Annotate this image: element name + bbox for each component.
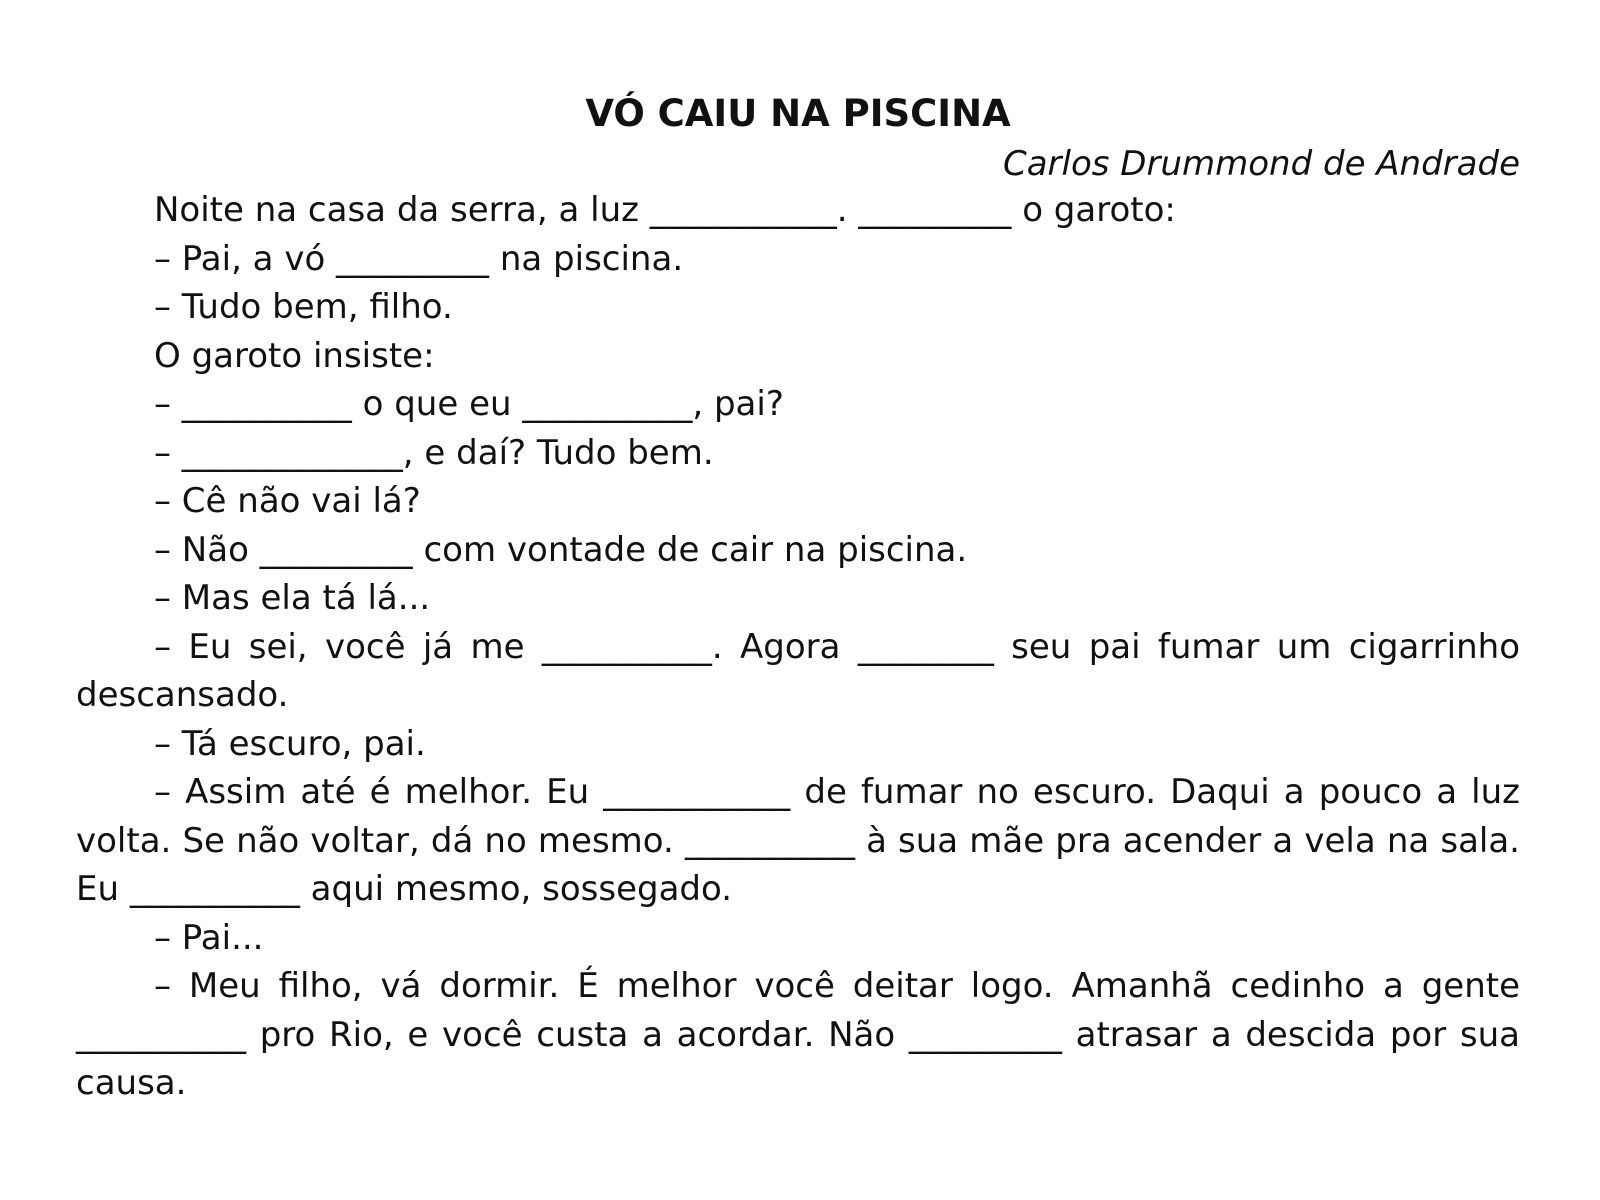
paragraph: – Mas ela tá lá... (154, 578, 431, 618)
paragraph: – Cê não vai lá? (154, 481, 421, 521)
paragraph: O garoto insiste: (154, 335, 435, 376)
paragraph: – _____________, e daí? Tudo bem. (154, 432, 714, 473)
paragraph: – Pai, a vó _________ na piscina. (154, 238, 684, 279)
paragraph: – __________ o que eu __________, pai? (154, 384, 784, 424)
paragraph: – Tudo bem, filho. (154, 287, 453, 327)
paragraph: – Pai... (154, 917, 264, 958)
paragraph: – Eu sei, você já me __________. Agora ________ seu pai fumar um cigarrinho descansado. (76, 626, 1520, 715)
document-title: VÓ CAIU NA PISCINA (585, 92, 1011, 135)
document-page (76, 86, 1520, 1108)
paragraph: – Não _________ com vontade de cair na piscina. (154, 529, 968, 570)
paragraph: – Assim até é melhor. Eu ___________ de fumar no escuro. Daqui a pouco a luz volta. Se não voltar, dá no mesmo. __________ à sua mãe pra acender a vela na sala. Eu __________ aqui mesmo, sossegado. (76, 772, 1520, 909)
paragraph: Noite na casa da serra, a luz ___________. _________ o garoto: (154, 190, 1176, 230)
author-name: Carlos Drummond de Andrade (1002, 144, 1520, 184)
paragraph: – Meu filho, vá dormir. É melhor você deitar logo. Amanhã cedinho a gente __________ pro Rio, e você custa a acordar. Não _________ atrasar a descida por sua causa. (76, 966, 1520, 1103)
paragraph: – Tá escuro, pai. (154, 723, 426, 764)
